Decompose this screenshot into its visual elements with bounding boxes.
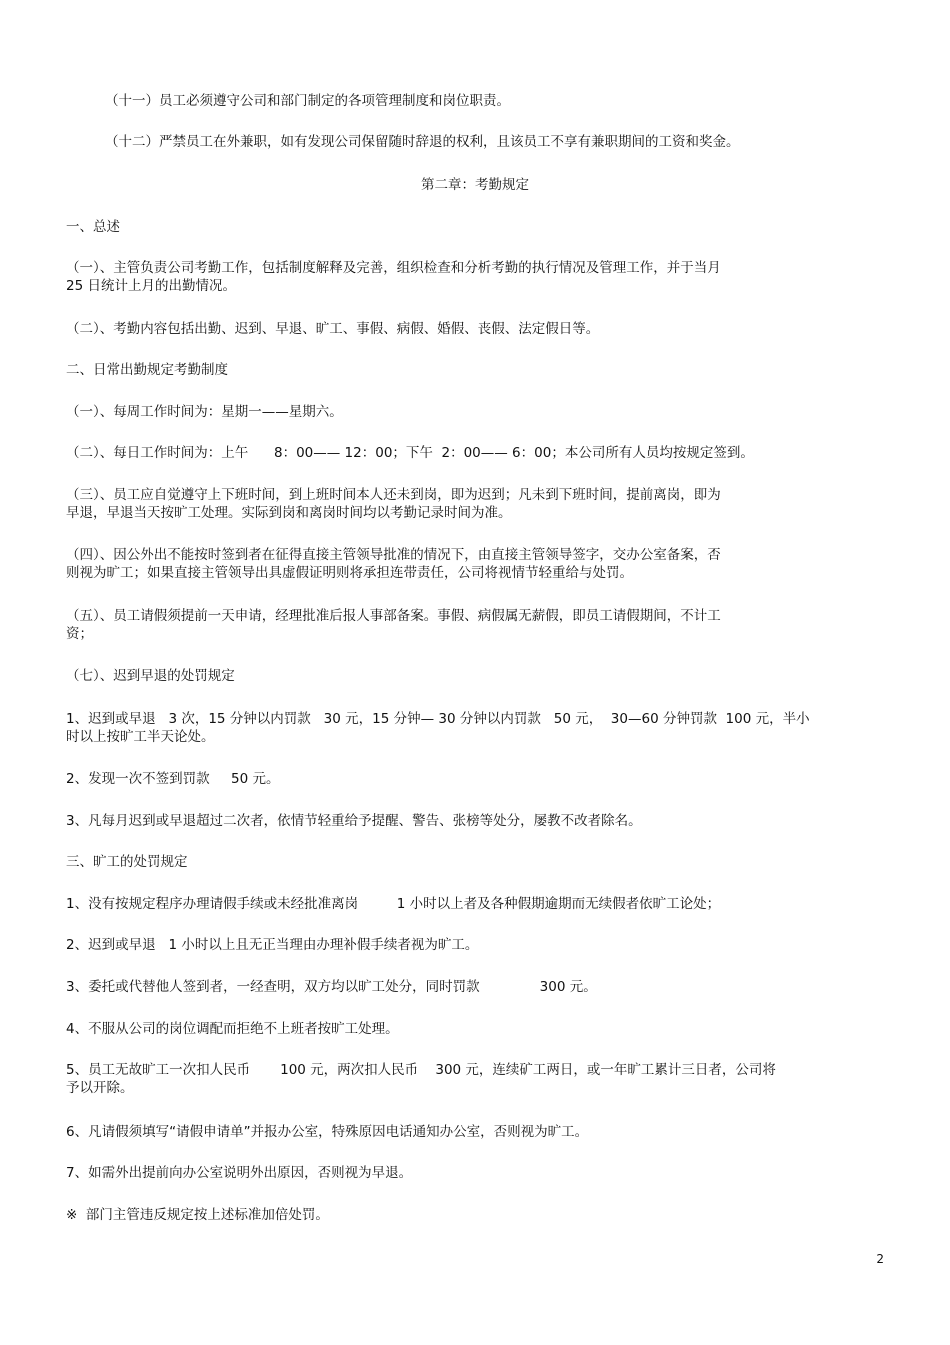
para-1-1-line1: （一）、主管负责公司考勤工作，包括制度解释及完善，组织检查和分析考勤的执行情况及管理工作，并于当月: [66, 260, 721, 276]
para-2-4-line1: （四）、因公外出不能按时签到者在征得直接主管领导批准的情况下，由直接主管领导签字，交办公室备案，否: [66, 547, 721, 563]
para-1-2: （二）、考勤内容包括出勤、迟到、早退、旷工、事假、病假、婚假、丧假、法定假日等。: [66, 321, 600, 337]
para-2-4-line2: 则视为旷工；如果直接主管领导出具虚假证明则将承担连带责任，公司将视情节轻重给与处罚。: [66, 565, 633, 581]
rule-late-3: 3、凡每月迟到或早退超过二次者，依情节轻重给予提醒、警告、张榜等处分，屡教不改者除名。: [66, 813, 642, 829]
para-2-2: （二）、每日工作时间为：上午 8：00—— 12：00；下午 2：00—— 6：00；本公司所有人员均按规定签到。: [66, 445, 754, 461]
rule-absent-1: 1、没有按规定程序办理请假手续或未经批准离岗 1 小时以上者及各种假期逾期而无续假者依旷工论处；: [66, 896, 721, 912]
section-heading-3: 三、旷工的处罚规定: [66, 854, 188, 870]
clause-11: （十一）员工必须遵守公司和部门制定的各项管理制度和岗位职责。: [105, 93, 510, 109]
para-2-7: （七）、迟到早退的处罚规定: [66, 668, 235, 684]
rule-late-1-line1: 1、迟到或早退 3 次，15 分钟以内罚款 30 元，15 分钟— 30 分钟以内罚款 50 元， 30—60 分钟罚款 100 元，半小: [66, 711, 810, 727]
rule-absent-6: 6、凡请假须填写“请假申请单”并报办公室，特殊原因电话通知办公室，否则视为旷工。: [66, 1124, 589, 1140]
para-2-5-line2: 资；: [66, 626, 93, 642]
rule-absent-7: 7、如需外出提前向办公室说明外出原因，否则视为早退。: [66, 1165, 413, 1181]
para-2-5-line1: （五）、员工请假须提前一天申请，经理批准后报人事部备案。事假、病假属无薪假，即员工请假期间，不计工: [66, 608, 721, 624]
rule-absent-5-line1: 5、员工无故旷工一次扣人民币 100 元，两次扣人民币 300 元，连续矿工两日，或一年旷工累计三日者，公司将: [66, 1062, 776, 1078]
para-2-3-line1: （三）、员工应自觉遵守上下班时间，到上班时间本人还未到岗，即为迟到；凡未到下班时间，提前离岗，即为: [66, 487, 721, 503]
section-heading-1: 一、总述: [66, 219, 120, 235]
section-heading-2: 二、日常出勤规定考勤制度: [66, 362, 228, 378]
para-1-1-line2: 25 日统计上月的出勤情况。: [66, 278, 236, 294]
chapter-title: 第二章：考勤规定: [421, 177, 529, 193]
note-manager-penalty: ※ 部门主管违反规定按上述标准加倍处罚。: [66, 1207, 329, 1223]
para-2-1: （一）、每周工作时间为：星期一——星期六。: [66, 404, 343, 420]
rule-absent-2: 2、迟到或早退 1 小时以上且无正当理由办理补假手续者视为旷工。: [66, 937, 479, 953]
rule-late-1-line2: 时以上按旷工半天论处。: [66, 729, 215, 745]
clause-12: （十二）严禁员工在外兼职，如有发现公司保留随时辞退的权利，且该员工不享有兼职期间的工资和奖金。: [105, 134, 740, 150]
page-number: 2: [876, 1252, 884, 1266]
para-2-3-line2: 早退，早退当天按旷工处理。实际到岗和离岗时间均以考勤记录时间为准。: [66, 505, 512, 521]
rule-absent-3: 3、委托或代替他人签到者，一经查明，双方均以旷工处分，同时罚款 300 元。: [66, 979, 597, 995]
rule-absent-5-line2: 予以开除。: [66, 1080, 134, 1096]
rule-absent-4: 4、不服从公司的岗位调配而拒绝不上班者按旷工处理。: [66, 1021, 399, 1037]
rule-late-2: 2、发现一次不签到罚款 50 元。: [66, 771, 280, 787]
